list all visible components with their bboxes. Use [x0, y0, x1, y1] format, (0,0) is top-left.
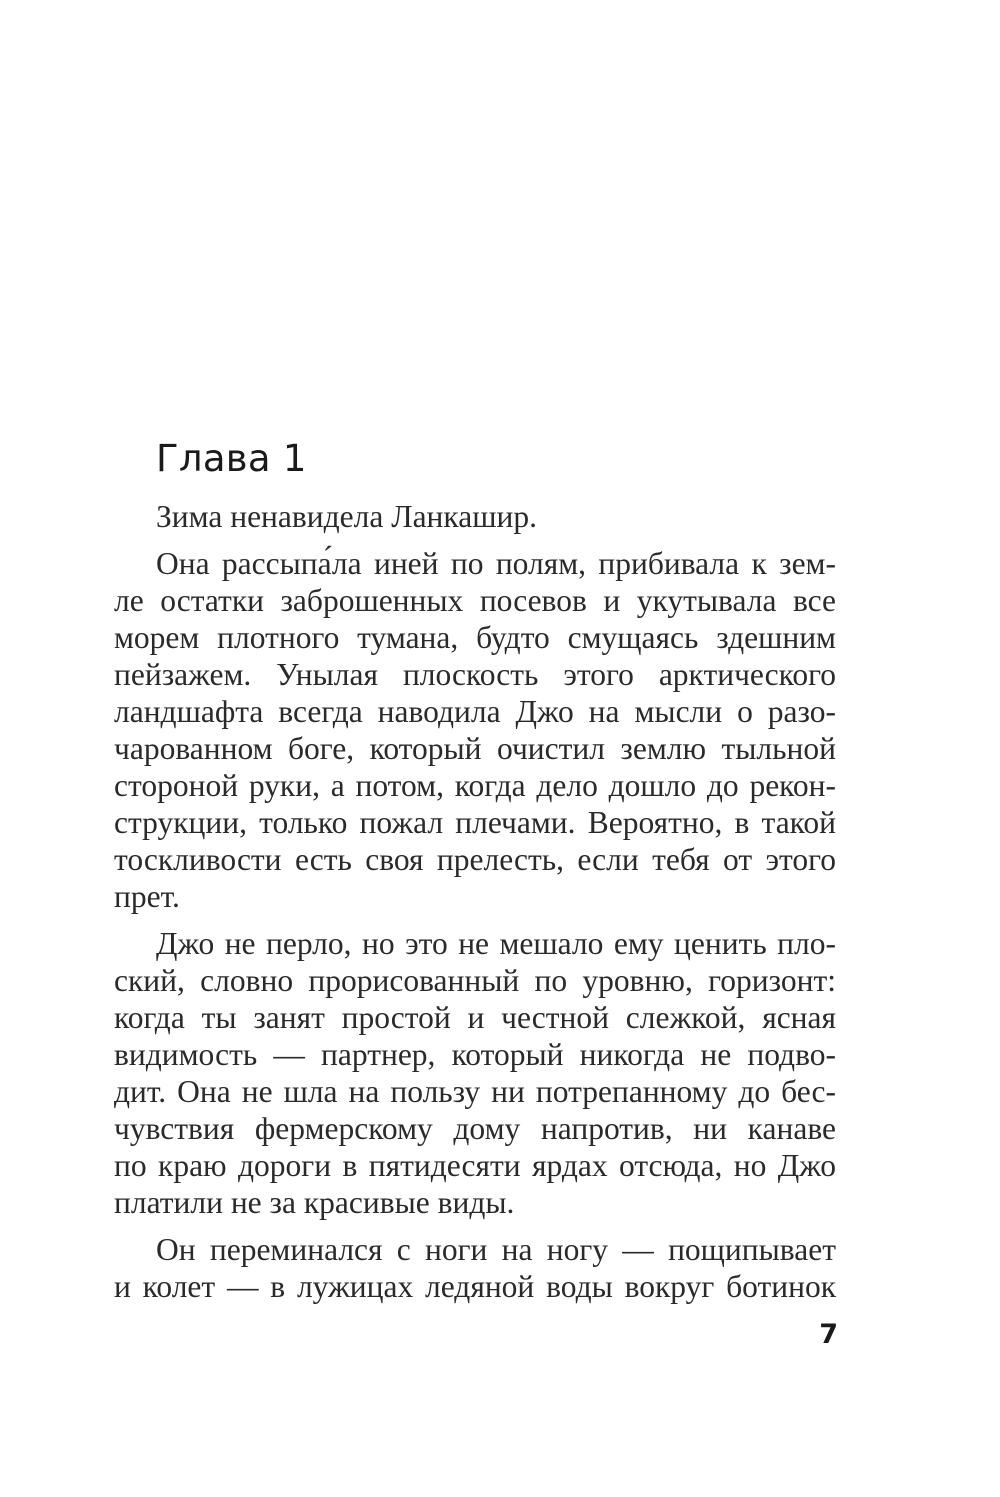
text-line: по краю дороги в пятидесяти ярдах отсюда, но Джо [114, 1148, 836, 1183]
text-line: Джо не перло, но это не мешало ему ценить пло- [156, 926, 836, 961]
paragraph-spacing [114, 915, 836, 925]
text-line: Она рассыпа́ла иней по полям, прибивала к зем- [156, 546, 836, 581]
text-line: ландшафта всегда наводила Джо на мысли о разо- [114, 694, 836, 729]
text-line: ский, словно прорисованный по уровню, горизонт: [114, 963, 836, 998]
chapter-title: Глава 1 [156, 437, 307, 480]
text-line: струкции, только пожал плечами. Вероятно, в такой [114, 805, 836, 840]
page-number: 7 [819, 1319, 838, 1350]
text-line: Он переминался с ноги на ногу — пощипывает [156, 1232, 836, 1267]
text-line: чувствия фермерскому дому напротив, ни канаве [114, 1111, 836, 1146]
text-line: когда ты занят простой и честной слежкой, ясная [114, 1000, 836, 1035]
text-line: пейзажем. Унылая плоскость этого арктического [114, 657, 836, 692]
paragraph-spacing [114, 1221, 836, 1231]
text-line: тоскливости есть своя прелесть, если тебя от этого [114, 842, 836, 877]
text-line: стороной руки, а потом, когда дело дошло до рекон- [114, 768, 836, 803]
text-line: дит. Она не шла на пользу ни потрепанному до бес- [114, 1074, 836, 1109]
body-text [114, 498, 836, 1305]
text-line: прет. [114, 879, 180, 914]
text-line: ле остатки заброшенных посевов и укутывала все [114, 583, 836, 618]
text-line: видимость — партнер, который никогда не подво- [114, 1037, 836, 1072]
text-line: чарованном боге, который очистил землю тыльной [114, 731, 836, 766]
text-line: морем плотного тумана, будто смущаясь здешним [114, 620, 836, 655]
text-line: и колет — в лужицах ледяной воды вокруг ботинок [114, 1269, 836, 1304]
text-line: Зима ненавидела Ланкашир. [156, 499, 537, 534]
paragraph-spacing [114, 535, 836, 545]
text-line: платили не за красивые виды. [114, 1185, 515, 1220]
